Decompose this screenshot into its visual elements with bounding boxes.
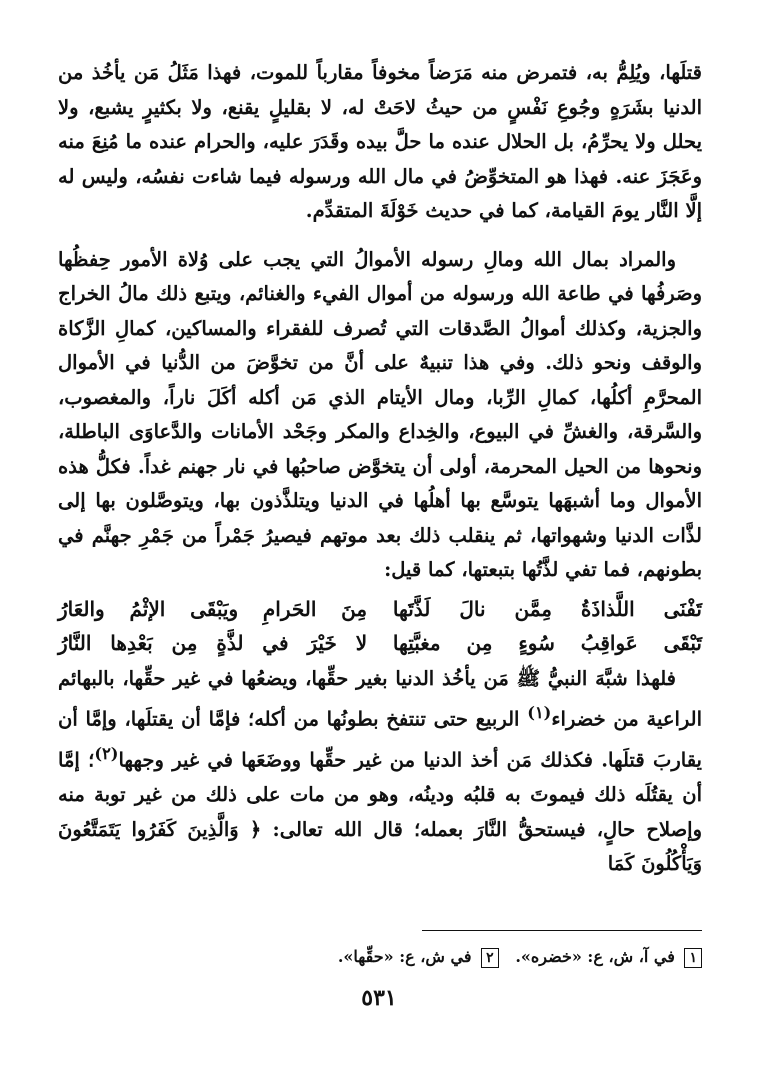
paragraph-3-part-2: الربيع حتى تنتفخ بطونُها من أكله؛ فإمَّا أن يقتلَها، وإمَّا أن يقاربَ قتلَها. فكذلك مَن أخذ الدنيا من غير حقِّها ووضَعَها في غير وجهها <box>58 707 702 772</box>
footnote-number-2: ٢ <box>481 948 499 968</box>
footnote-number-1: ١ <box>684 948 702 968</box>
paragraph-2: والمراد بمال الله ومالِ رسوله الأموالُ التي يجب على وُلاة الأمور حِفظُها وصَرفُها في طاعة الله ورسوله من أموال الفيء والغنائم، ويتبع ذلك مالُ الخراج والجزية، وكذلك أموالُ الصَّدقات التي تُصرف للفقراء والمساكين، كمالِ الزَّكاة والوقف ونحو ذلك. وفي هذا تنبيهٌ على أنَّ من تخوَّضَ من الدُّنيا في الأموال المحرَّمِ أكلُها، كمالِ الرِّبا، ومال الأيتام الذي مَن أكله أكَلَ ناراً، والمغصوب، والسَّرقة، والغشِّ في البيوع، والخِداع والمكر وجَحْد الأمانات والدَّعاوَى الباطلة، ونحوها من الحيل المحرمة، أولى أن يتخوَّض صاحبُها في نار جهنم غداً. فكلُّ هذه الأموال وما أشبهَها يتوسَّع بها أهلُها في الدنيا ويتلذَّذون بها، ويتوصَّلون بها إلى لذَّات الدنيا وشهواتها، ثم ينقلب ذلك بعد موتهم فيصيرُ جَمْراً من جَمْرِ جهنَّم في بطونهم، فما تفي لذَّتُها بتبعتها، كما قيل: <box>58 247 702 581</box>
footnote-ref-1[interactable]: (١) <box>527 703 552 722</box>
paragraph-1: قتلَها، ويُلِمُّ به، فتمرض منه مَرَضاً مخوفاً مقارباً للموت، فهذا مَثَلُ مَن يأخُذ من الدنيا بشَرَهٍ وجُوعِ نَفْسٍ من حيثُ لاحَتْ له، لا بقليلٍ يقنع، ولا بكثيرٍ يشبع، ولا يحلل ولا يحرِّمُ، بل الحلال عنده ما حلَّ بيده وقَدَرَ عليه، والحرام عنده ما مُنِعَ منه وعَجَزَ عنه. فهذا هو المتخوِّضُ في مال الله ورسوله فيما شاءت نفسُه، وليس له إلَّا النَّار يومَ القيامة، كما في حديث خَوْلَةَ المتقدِّم. <box>58 61 702 222</box>
paragraph-3-part-3: ؛ إمَّا أن يقتُلَه ذلك فيموتَ به قلبُه ودينُه، وهو من مات على ذلك من غير توبة منه وإصلاح حالٍ، فيستحقُّ النَّارَ بعمله؛ قال الله تعالى: ﴿ وَالَّذِينَ كَفَرُوا يَتَمَتَّعُونَ وَيَأْكُلُونَ كَمَا <box>58 748 702 875</box>
footnote-ref-2[interactable]: (٢) <box>94 744 119 763</box>
paragraph-gap <box>58 229 702 243</box>
paragraph-3-part-1: فلهذا شبَّهَ النبيُّ ﷺ مَن يأخُذ الدنيا بغير حقِّها، ويضعُها في غير حقِّها، بالبهائم الراعية من خضراء <box>58 666 702 731</box>
footnote-text-2: في ش، ع: «حقِّها». <box>337 947 472 966</box>
page-number: ٥٣١ <box>361 985 397 1011</box>
poem <box>58 592 702 660</box>
footnotes <box>56 944 702 970</box>
footnote-divider <box>422 930 702 931</box>
paragraph-3 <box>58 662 702 882</box>
verse-1-first-hemistich: تَفْنَى اللَّذاذَةُ مِمَّن نالَ لَذَّتَها <box>392 596 702 621</box>
verse-1 <box>58 592 702 626</box>
verse-1-second-hemistich: مِنَ الحَرامِ ويَبْقَى الإثْمُ والعَارُ <box>58 596 368 621</box>
main-text <box>58 56 702 882</box>
verse-2-second-hemistich: لا خَيْرَ في لذَّةٍ مِن بَعْدِها النَّارُ <box>58 630 368 655</box>
footnote-text-1: في آ، ش، ع: «خضره». <box>515 947 675 966</box>
verse-2-first-hemistich: تَبْقَى عَواقِبُ سُوءٍ مِن مغبَّتِها <box>392 630 702 655</box>
verse-2 <box>58 626 702 660</box>
